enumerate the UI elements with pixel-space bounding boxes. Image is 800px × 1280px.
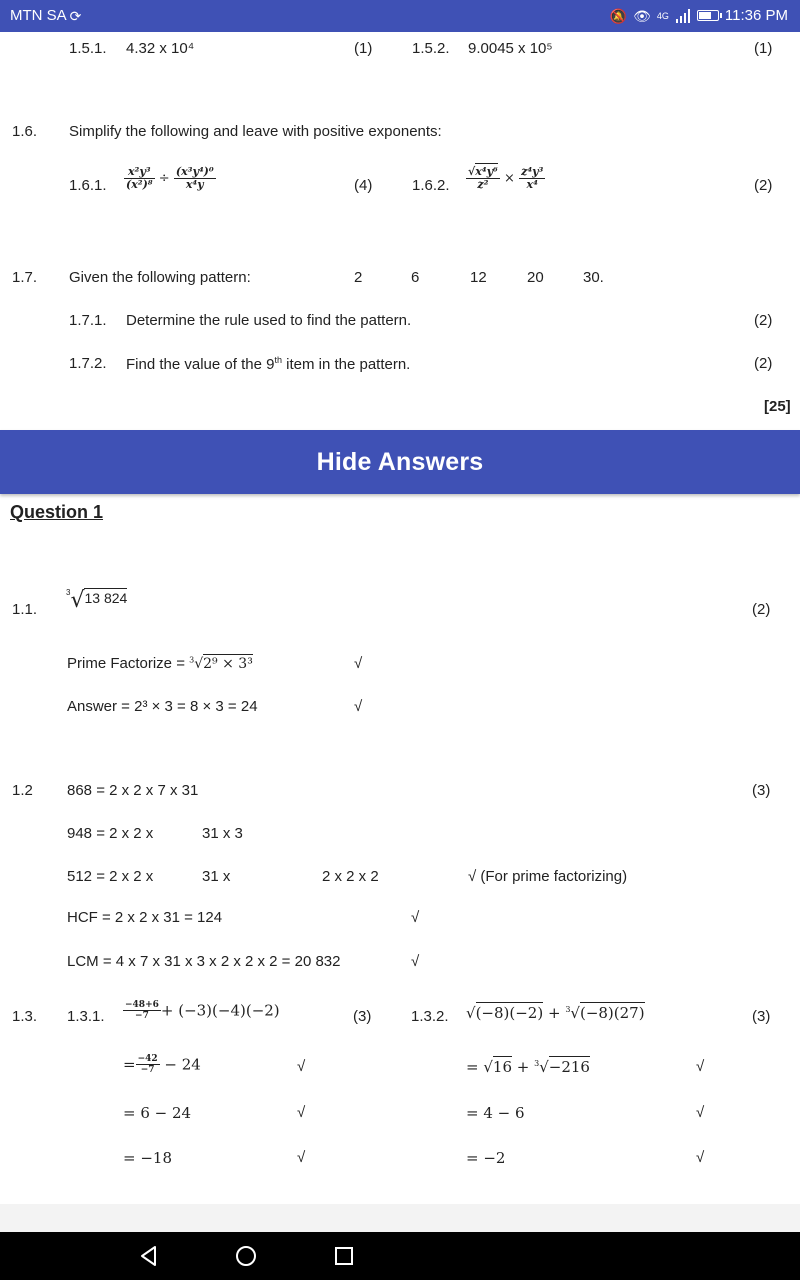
q1-7-2-text: Find the value of the 9th item in the pattern. — [126, 355, 411, 373]
q1-7-2-marks: (2) — [754, 355, 773, 372]
a1-3-2-working-1: = √16 + $^3$√−216 — [466, 1058, 590, 1076]
a1-1-marks: (2) — [752, 601, 771, 618]
status-bar — [0, 0, 800, 32]
a1-3-1-expression: $\frac{-48+6}{-7}$ + (−3)(−4)(−2) — [125, 1000, 280, 1021]
a1-3-2-marks: (3) — [752, 1008, 771, 1025]
total-marks: [25] — [764, 398, 791, 415]
q1-7-instruction: Given the following pattern: — [69, 269, 251, 286]
q1-5-1-marks: (1) — [354, 40, 373, 57]
content-footer — [0, 1204, 800, 1232]
a1-1-working-1: Prime Factorize = $^3$√2⁹ × 3³ — [67, 655, 253, 672]
a1-2-hcf: HCF = 2 x 2 x 31 = 124 — [67, 909, 223, 926]
a1-2-line-3-factor: 31 x — [202, 868, 231, 885]
a1-2-line-1: 868 = 2 x 2 x 7 x 31 — [67, 782, 199, 799]
worksheet-view[interactable] — [0, 32, 800, 1232]
q1-5-2-number: 1.5.2. — [412, 40, 450, 57]
tick-icon: √ — [696, 1104, 705, 1121]
tick-icon: √ — [354, 655, 363, 672]
tick-icon: √ — [297, 1149, 306, 1166]
pattern-term: 2 — [354, 269, 363, 286]
carrier-name: MTN SA — [10, 7, 67, 24]
pattern-term: 12 — [470, 269, 487, 286]
a1-3-1-number: 1.3.1. — [67, 1008, 105, 1025]
q1-7-1-marks: (2) — [754, 312, 773, 329]
q1-6-2-number: 1.6.2. — [412, 177, 450, 194]
q1-6-1-marks: (4) — [354, 177, 373, 194]
a1-2-line-3-factor-2: 2 x 2 x 2 — [322, 868, 379, 885]
sync-icon: ⟳ — [69, 7, 82, 24]
pattern-term: 6 — [411, 269, 420, 286]
clock: 11:36 PM — [724, 7, 788, 24]
a1-3-1-result: = −18 — [123, 1149, 172, 1167]
a1-1-expression: $^3$√13 824 — [66, 588, 128, 613]
q1-5-1-expression: 4.32 x 10⁴ — [126, 40, 195, 57]
tick-icon: √ — [696, 1149, 705, 1166]
tick-icon: √ — [354, 698, 363, 715]
network-type: 4G — [656, 10, 669, 21]
pattern-term: 30. — [583, 269, 604, 286]
battery-icon — [697, 10, 719, 21]
hide-answers-button[interactable]: Hide Answers — [0, 430, 800, 494]
a1-3-1-working-2: = 6 − 24 — [123, 1104, 192, 1122]
q1-7-1-text: Determine the rule used to find the pattern. — [126, 312, 412, 329]
back-icon[interactable] — [136, 1243, 162, 1269]
a1-2-line-3-note: √ (For prime factorizing) — [468, 868, 628, 885]
q1-6-2-expression: $\frac{\text{√x⁴y⁶}}{\text{z²}}$ × $\frac{\text{z⁴y³}}{\text{x⁴}}$ — [468, 165, 544, 191]
q1-6-2-marks: (2) — [754, 177, 773, 194]
tick-icon: √ — [696, 1058, 705, 1075]
a1-3-2-expression: √(−8)(−2) + $^3$√(−8)(27) — [466, 1004, 645, 1022]
a1-1-working-2: Answer = 2³ × 3 = 8 × 3 = 24 — [67, 698, 258, 715]
tick-icon: √ — [297, 1058, 306, 1075]
a1-2-lcm: LCM = 4 x 7 x 31 x 3 x 2 x 2 x 2 = 20 832 — [67, 953, 341, 970]
a1-2-line-3: 512 = 2 x 2 x — [67, 868, 154, 885]
q1-6-number: 1.6. — [12, 123, 38, 140]
a1-2-line-2: 948 = 2 x 2 x — [67, 825, 154, 842]
tick-icon: √ — [297, 1104, 306, 1121]
a1-1-number: 1.1. — [12, 601, 38, 618]
q1-5-2-marks: (1) — [754, 40, 773, 57]
a1-2-number: 1.2 — [12, 782, 33, 799]
a1-3-2-number: 1.3.2. — [411, 1008, 449, 1025]
a1-3-2-result: = −2 — [466, 1149, 506, 1167]
q1-6-instruction: Simplify the following and leave with positive exponents: — [69, 123, 442, 140]
a1-3-number: 1.3. — [12, 1008, 38, 1025]
a1-3-1-marks: (3) — [353, 1008, 372, 1025]
a1-3-1-working-1: = $\frac{-42}{-7}$ − 24 — [123, 1054, 201, 1075]
navigation-bar — [0, 1232, 800, 1280]
pattern-term: 20 — [527, 269, 544, 286]
recents-icon[interactable] — [331, 1243, 357, 1269]
answers-heading: Question 1 — [10, 502, 104, 522]
tick-icon: √ — [411, 909, 420, 926]
mute-icon: 🔕 — [609, 7, 628, 24]
tick-icon: √ — [411, 953, 420, 970]
q1-5-2-expression: 9.0045 x 10⁵ — [468, 40, 553, 57]
q1-7-1-number: 1.7.1. — [69, 312, 107, 329]
signal-icon — [675, 9, 691, 23]
q1-6-1-number: 1.6.1. — [69, 177, 107, 194]
q1-6-1-expression: $\frac{\text{x²y³}}{\text{(x²)⁸}}$ ÷ $\frac{\text{(x³y⁴)⁰}}{\text{x⁴y}}$ — [126, 165, 214, 191]
eye-icon: 👁 — [633, 7, 651, 24]
q1-7-2-number: 1.7.2. — [69, 355, 107, 372]
q1-7-number: 1.7. — [12, 269, 38, 286]
a1-2-line-2-factor: 31 x 3 — [202, 825, 243, 842]
q1-5-1-number: 1.5.1. — [69, 40, 107, 57]
a1-2-marks: (3) — [752, 782, 771, 799]
a1-3-2-working-2: = 4 − 6 — [466, 1104, 525, 1122]
home-icon[interactable] — [233, 1243, 259, 1269]
